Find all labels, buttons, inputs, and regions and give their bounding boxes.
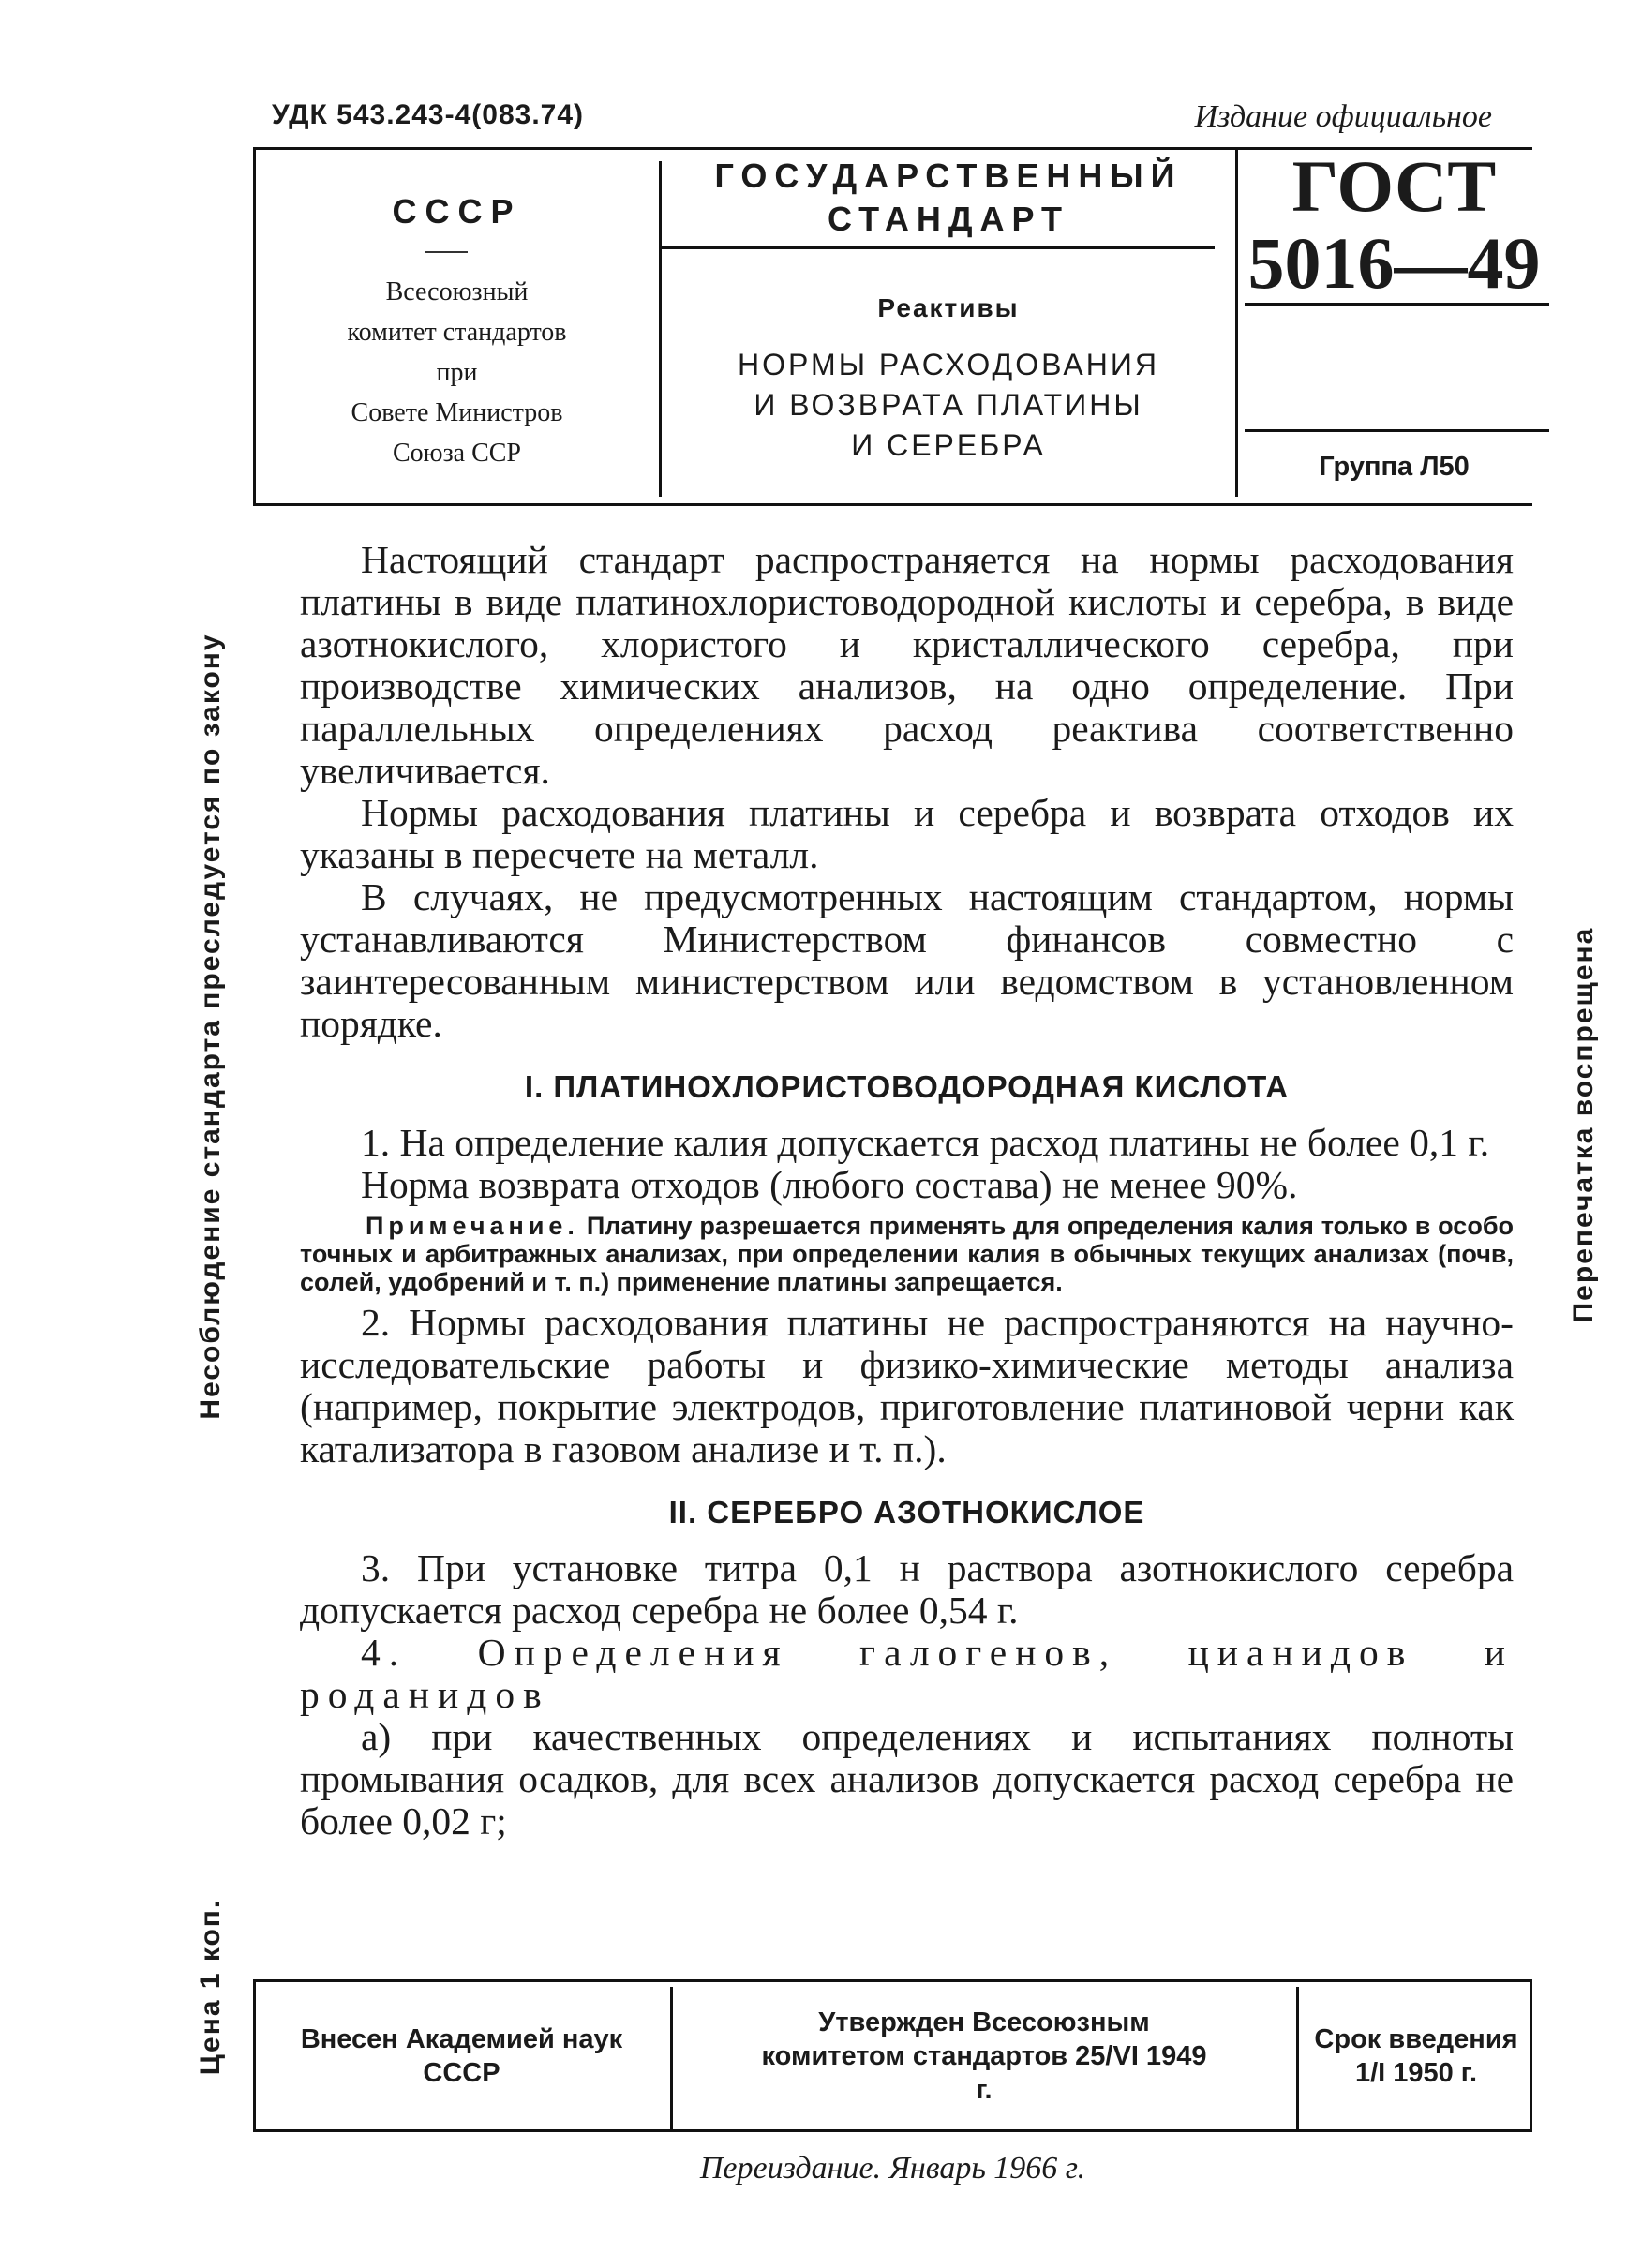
footer-bottom-rule <box>253 2129 1532 2132</box>
committee-line: Союза ССР <box>392 439 521 468</box>
legal-warning-text: Несоблюдение стандарта преследуется по закону <box>195 633 226 1420</box>
standard-type-line: СТАНДАРТ <box>828 200 1069 238</box>
issuer-committee <box>258 272 656 473</box>
intro-paragraph: Нормы расходования платины и серебра и возврата отходов их указаны в пересчете на металл. <box>300 791 1514 876</box>
reprint-prohibited-text: Перепечатка воспрещена <box>1568 926 1599 1323</box>
footer-right-border <box>1530 1979 1532 2131</box>
issuer-country: СССР <box>392 192 522 231</box>
issuer-dash <box>425 251 468 253</box>
section-1-heading: I. ПЛАТИНОХЛОРИСТОВОДОРОДНАЯ КИСЛОТА <box>524 1069 1290 1104</box>
item-4a: а) при качественных определениях и испытаниях полноты промывания осадков, для всех анализов допускается расход серебра не более 0,02 г; <box>300 1715 1514 1843</box>
item-2: 2. Нормы расходования платины не распространяются на научно-исследовательские работы и физико-химические методы анализа (например, покрытие электродов, приготовление платиновой черни как катализатора в газовом анализе и т. п.). <box>300 1301 1514 1470</box>
gost-label: ГОСТ <box>1291 145 1497 227</box>
footer-divider-1 <box>670 1987 673 2129</box>
footer-divider-2 <box>1296 1987 1299 2129</box>
header-divider-2 <box>1235 147 1238 497</box>
header-divider-1 <box>659 161 662 497</box>
footer-top-rule <box>253 1979 1532 1982</box>
footer-left-border <box>253 1979 256 2131</box>
title-line: НОРМЫ РАСХОДОВАНИЯ <box>738 348 1159 381</box>
intro-paragraph: Настоящий стандарт распространяется на нормы расходования платины в виде платинохлористоводородной кислоты и серебра, в виде азотнокислого, хлористого и кристаллического серебра, при производстве химических анализов, на одно определение. При параллельных определениях расход реактива соответственно увеличивается. <box>300 538 1514 792</box>
group-label: Группа Л50 <box>1319 452 1470 482</box>
committee-line: Совете Министров <box>351 398 563 427</box>
item-1: 1. На определение калия допускается расход платины не более 0,1 г. <box>361 1121 1490 1164</box>
approved-by: Утвержден Всесоюзным комитетом стандартов 25/VI 1949 г. <box>761 2007 1207 2105</box>
section-2-heading: II. СЕРЕБРО АЗОТНОКИСЛОЕ <box>668 1495 1145 1529</box>
title-line: И СЕРЕБРА <box>851 428 1046 462</box>
title-rule <box>662 246 1215 249</box>
title-line: И ВОЗВРАТА ПЛАТИНЫ <box>754 388 1143 422</box>
standard-body <box>300 539 1514 1843</box>
committee-line: Всесоюзный <box>385 277 529 306</box>
document-title <box>667 345 1230 466</box>
standard-type <box>667 155 1230 241</box>
effective-date: Срок введения 1/I 1950 г. <box>1314 2024 1518 2088</box>
header-bottom-rule <box>253 503 1532 506</box>
item-1-return-rate: Норма возврата отходов (любого состава) не менее 90%. <box>361 1163 1298 1206</box>
committee-line: при <box>436 358 478 387</box>
item-4: 4. Определения галогенов, цианидов и роданидов <box>300 1631 1514 1716</box>
gost-designation <box>1242 145 1546 304</box>
standard-type-line: ГОСУДАРСТВЕННЫЙ <box>714 157 1183 195</box>
item-3: 3. При установке титра 0,1 н раствора азотнокислого серебра допускается расход серебра не более 0,54 г. <box>300 1546 1514 1632</box>
submitted-by: Внесен Академией наук СССР <box>300 2024 623 2088</box>
note-text: Платину разрешается применять для определения калия только в особо точных и арбитражных анализах, при определении калия в обычных текущих анализах (почв, солей, удобрений и т. п.) применение платины запрещается. <box>300 1212 1514 1296</box>
intro-paragraph: В случаях, не предусмотренных настоящим стандартом, нормы устанавливаются Министерством финансов совместно с заинтересованным министерством или ведомством в установленном порядке. <box>300 875 1514 1045</box>
committee-line: комитет стандартов <box>347 318 567 347</box>
price-text: Цена 1 коп. <box>195 1898 226 2076</box>
category-label: Реактивы <box>877 293 1020 322</box>
note <box>300 1212 1514 1296</box>
gost-rule-2 <box>1245 429 1549 432</box>
note-label: Примечание. <box>366 1212 579 1240</box>
reprint-note: Переиздание. Январь 1966 г. <box>699 2151 1086 2186</box>
header-left-border <box>253 147 256 503</box>
gost-number: 5016—49 <box>1247 222 1541 304</box>
edition-label: Издание официальное <box>1194 99 1492 134</box>
udk-code: УДК 543.243-4(083.74) <box>272 99 585 130</box>
